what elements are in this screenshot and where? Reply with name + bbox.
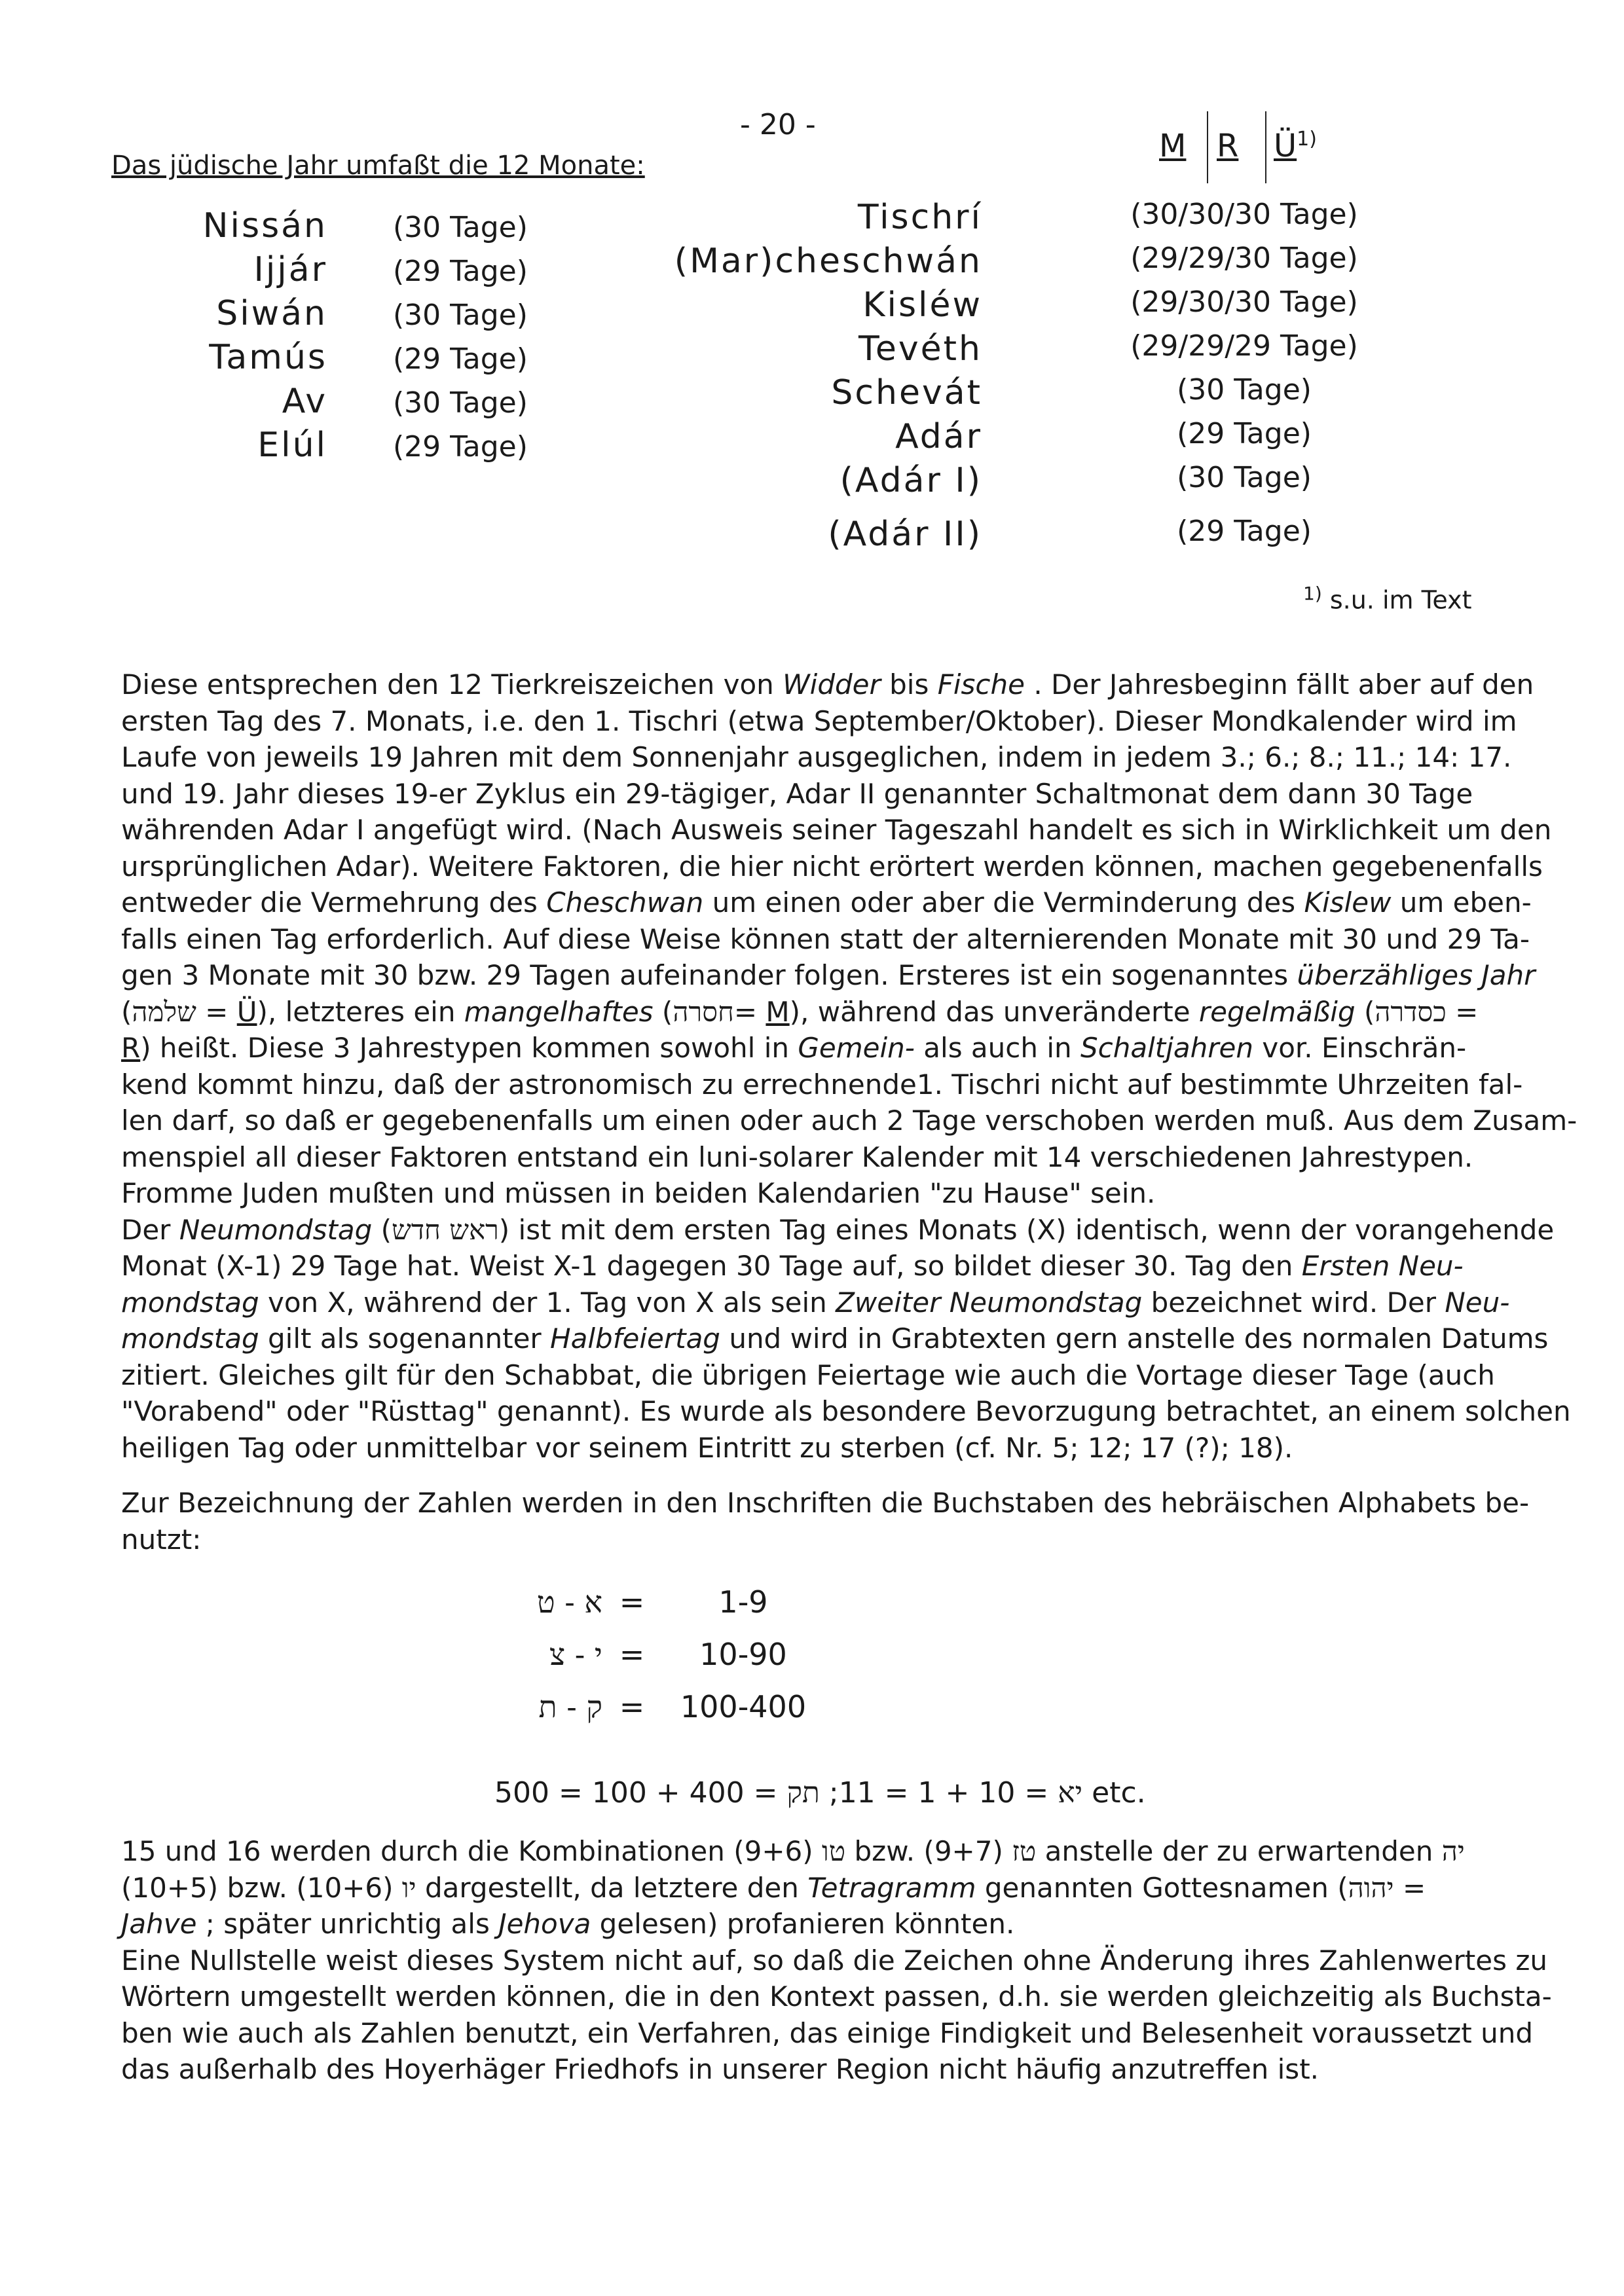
header-u: $Ü^{1)}$ [1274, 128, 1317, 164]
month-name: Tamús [209, 338, 327, 377]
numeral-row: א - ט = 1-9 [536, 1584, 768, 1620]
month-days: (29 Tage) [393, 342, 528, 376]
header-divider [1265, 111, 1266, 183]
month-name: Adár [895, 417, 982, 456]
month-days: (30 Tage) [1177, 461, 1312, 494]
month-name: Kisléw [862, 285, 982, 325]
numeral-example: יא = 10 + 1 = 11; תק = 400 + 100 = 500 etc. [494, 1776, 1146, 1810]
month-days: (30 Tage) [393, 386, 528, 420]
header-divider [1207, 111, 1208, 183]
month-name: (Adár II) [828, 515, 982, 554]
month-name: Elúl [257, 426, 327, 465]
month-days: (30 Tage) [393, 299, 528, 332]
header-m: M [1159, 128, 1187, 164]
month-days: (30/30/30 Tage) [1130, 198, 1358, 231]
month-days: (29 Tage) [1177, 515, 1312, 548]
paragraph-numbers-intro: Zur Bezeichnung der Zahlen werden in den Inschriften die Buchstaben des hebräischen Alphabets be- nutzt: [121, 1487, 1530, 1556]
month-name: (Mar)cheschwán [674, 242, 982, 281]
month-days: (30 Tage) [393, 211, 528, 244]
page-number: - 20 - [740, 108, 816, 141]
paragraph-fifteen-sixteen: 15 und 16 werden durch die Kombinationen טו (9+6) bzw. טז (9+7) anstelle der zu erwartenden יה (10+5) bzw. יו (10+6) dargestellt, da letztere den Tetragramm genannten Gottesnamen (יהוה = Jahve ; später unrichtig als Jehova gelesen) profanieren könnten. Eine Nullstelle weist dieses System nicht auf, so daß die Zeichen ohne Änderung ihres Zahlenwertes zu Wörtern umgestellt werden können, die in den Kontext passen, d.h. sie werden gleichzeitig als Buchsta- ben wie auch als Zahlen benutzt, ein Verfahren, das einige Findigkeit und Belesenheit voraussetzt und das außerhalb des Hoyerhäger Friedhofs in unserer Region nicht häufig anzutreffen ist. [121, 1835, 1552, 2085]
numeral-row: י - צ = 10-90 [549, 1637, 787, 1672]
header-r: R [1217, 128, 1239, 164]
month-days: (30 Tage) [1177, 373, 1312, 407]
month-days: (29/30/30 Tage) [1130, 285, 1358, 319]
paragraph-calendar: Diese entsprechen den 12 Tierkreiszeichen von Widder bis Fische . Der Jahresbeginn fällt aber auf den ersten Tag des 7. Monats, i.e. den 1. Tischri (etwa September/Oktober). Dieser Mondkalender wird im Laufe von jeweils 19 Jahren mit dem Sonnenjahr ausgeglichen, indem in jedem 3.; 6.; 8.; 11.; 14: 17. und 19. Jahr dieses 19-er Zyklus ein 29-tägiger, Adar II genannter Schaltmonat dem dann 30 Tage währenden Adar I angefügt wird. (Nach Ausweis seiner Tageszahl handelt es sich in Wirklichkeit um den ursprünglichen Adar). Weitere Faktoren, die hier nicht erörtert werden können, machen gegebenenfalls entweder die Vermehrung des Cheschwan um einen oder aber die Verminderung des Kislew um eben- falls einen Tag erforderlich. Auf diese Weise können statt der alternierenden Monate mit 30 und 29 Ta- gen 3 Monate mit 30 bzw. 29 Tagen aufeinander folgen. Ersteres ist ein sogenanntes überzähliges Jahr (שלמה = Ü), letzteres ein mangelhaftes (חסרה= M), während das unveränderte regelmäßig (כסדרה = R) heißt. Diese 3 Jahrestypen kommen sowohl in Gemein- als auch in Schaltjahren vor. Einschrän- kend kommt hinzu, daß der astronomisch zu errechnende1. Tischri nicht auf bestimmte Uhrzeiten fal- len darf, so daß er gegebenenfalls um einen oder auch 2 Tage verschoben werden muß. Aus dem Zusam- menspiel all dieser Faktoren entstand ein luni-solarer Kalender mit 14 verschiedenen Jahrestypen. Fromme Juden mußten und müssen in beiden Kalendarien "zu Hause" sein. Der Neumondstag (ראש חדש) ist mit dem ersten Tag eines Monats (X) identisch, wenn der vorangehende Monat (X-1) 29 Tage hat. Weist X-1 dagegen 30 Tage auf, so bildet dieser 30. Tag den Ersten Neu- mondstag von X, während der 1. Tag von X als sein Zweiter Neumondstag bezeichnet wird. Der Neu- mondstag gilt als sogenannter Halbfeiertag und wird in Grabtexten gern anstelle des normalen Datums zitiert. Gleiches gilt für den Schabbat, die übrigen Feiertage wie auch die Vortage dieser Tage (auch "Vorabend" oder "Rüsttag" genannt). Es wurde als besondere Bevorzugung betrachtet, an einem solchen heiligen Tag oder unmittelbar vor seinem Eintritt zu sterben (cf. Nr. 5; 12; 17 (?); 18). [121, 668, 1578, 1464]
month-days: (29/29/30 Tage) [1130, 242, 1358, 275]
month-name: Av [282, 382, 327, 421]
month-days: (29/29/29 Tage) [1130, 329, 1358, 363]
month-name: Nissán [202, 206, 327, 246]
month-name: (Adár I) [840, 461, 982, 500]
month-days: (29 Tage) [1177, 417, 1312, 450]
month-name: Ijjár [253, 250, 327, 289]
month-days: (29 Tage) [393, 430, 528, 464]
month-name: Tischrí [857, 198, 982, 237]
month-days: (29 Tage) [393, 255, 528, 288]
month-name: Tevéth [858, 329, 982, 369]
month-name: Schevát [831, 373, 982, 412]
month-name: Siwán [216, 294, 327, 333]
footnote: $^{1)}$ s.u. im Text [1303, 583, 1472, 615]
intro-heading: Das jüdische Jahr umfaßt die 12 Monate: [111, 151, 645, 181]
numeral-row: ק - ת = 100-400 [538, 1689, 807, 1724]
